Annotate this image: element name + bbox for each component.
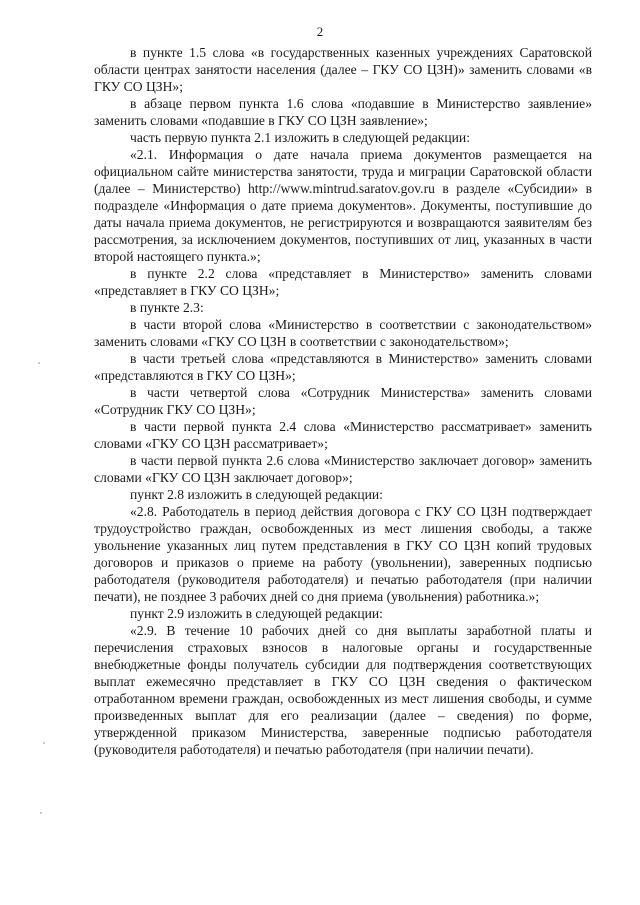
paragraph: в части третьей слова «представляются в Министерство» заменить словами «представляются в ГКУ СО ЦЗН»; [94,351,592,383]
paragraph: «2.1. Информация о дате начала приема документов размещается на официальном сайте министерства занятости, труда и миграции Саратовской области (далее – Министерство) http://www.mintrud.saratov.gov.ru в разделе «Субсидии» в подразделе «Информация о дате приема документов». Документы, поступившие до даты начала приема документов, не регистрируются и возвращаются заявителям без рассмотрения, за исключением документов, поступивших от лиц, указанных в части второй настоящего пункта.»; [94,147,592,264]
scan-speck [38,362,40,364]
paragraph: в пункте 2.3: [130,300,204,315]
paragraph: пункт 2.9 изложить в следующей редакции: [130,606,383,621]
paragraph: в части первой пункта 2.6 слова «Министерство заключает договор» заменить словами «ГКУ СО ЦЗН заключает договор»; [94,453,592,485]
scan-speck [40,812,42,814]
paragraph: в пункте 1.5 слова «в государственных казенных учреждениях Саратовской области центрах занятости населения (далее – ГКУ СО ЦЗН)» заменить словами «в ГКУ СО ЦЗН»; [94,45,592,94]
paragraph: в пункте 2.2 слова «представляет в Министерство» заменить словами «представляет в ГКУ СО ЦЗН»; [94,266,592,298]
paragraph: в части первой пункта 2.4 слова «Министерство рассматривает» заменить словами «ГКУ СО ЦЗН рассматривает»; [94,419,592,451]
paragraph: пункт 2.8 изложить в следующей редакции: [130,487,383,502]
scan-speck [43,742,45,744]
paragraph: «2.8. Работодатель в период действия договора с ГКУ СО ЦЗН подтверждает трудоустройство граждан, освобожденных из мест лишения свободы, а также увольнение указанных лиц путем представления в ГКУ СО ЦЗН копий трудовых договоров и приказов о приеме на работу (увольнении), заверенных подписью работодателя (руководителя работодателя) и печатью работодателя (при наличии печати), не позднее 3 рабочих дней со дня приема (увольнения) работника.»; [94,504,592,604]
document-body [94,44,592,758]
paragraph: часть первую пункта 2.1 изложить в следующей редакции: [130,130,470,145]
paragraph: в части четвертой слова «Сотрудник Министерства» заменить словами «Сотрудник ГКУ СО ЦЗН»; [94,385,592,417]
page-number: 2 [316,24,324,39]
paragraph: в абзаце первом пункта 1.6 слова «подавшие в Министерство заявление» заменить словами «подавшие в ГКУ СО ЦЗН заявление»; [94,96,592,128]
paragraph: «2.9. В течение 10 рабочих дней со дня выплаты заработной платы и перечисления страховых взносов в налоговые органы и государственные внебюджетные фонды получатель субсидии для подтверждения соответствующих выплат ежемесячно представляет в ГКУ СО ЦЗН сведения о фактическом отработанном времени граждан, освобожденных из мест лишения свободы, и сумме произведенных выплат для его реализации (далее – сведения) по форме, утвержденной приказом Министерства, заверенные подписью работодателя (руководителя работодателя) и печатью работодателя (при наличии печати). [94,623,592,757]
paragraph: в части второй слова «Министерство в соответствии с законодательством» заменить словами «ГКУ СО ЦЗН в соответствии с законодательством»; [94,317,592,349]
